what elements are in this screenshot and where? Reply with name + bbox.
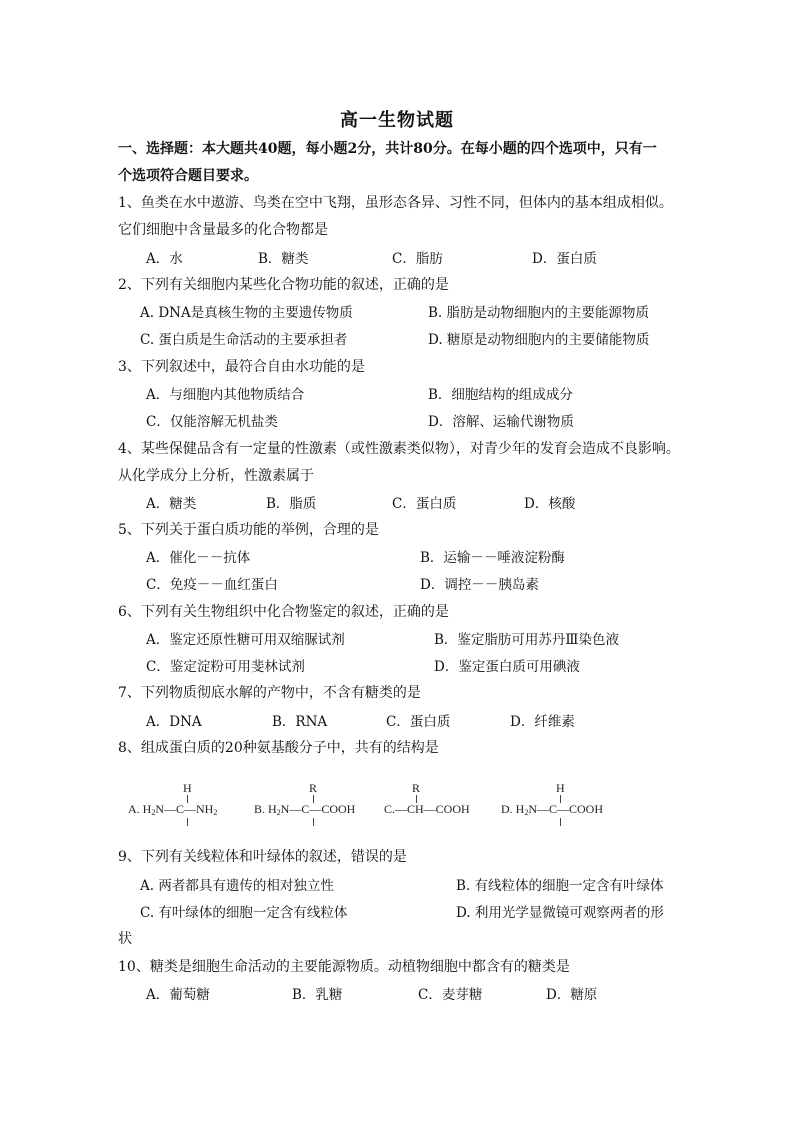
question-7-text: 7、下列物质彻底水解的产物中，不含有糖类的是 [118, 685, 421, 701]
question-4-text-line2: 从化学成分上分析，性激素属于 [118, 468, 314, 484]
question-9-option-b: B. 有线粒体的细胞一定含有叶绿体 [456, 878, 664, 894]
question-4-option-b: B．脂质 [266, 496, 317, 512]
question-4-option-a: A．糖类 [146, 496, 197, 512]
structure-b-bond-bottom [313, 818, 314, 826]
structure-d-bond-bottom [560, 818, 561, 826]
question-9-option-a: A. 两者都具有遗传的相对独立性 [140, 878, 334, 894]
structure-a-bond-bottom [187, 818, 188, 826]
question-9-option-d-continuation: 状 [118, 931, 132, 947]
structure-c-top-atom: R [412, 781, 421, 795]
page-title: 高一生物试题 [340, 110, 454, 131]
question-1-option-b: B．糖类 [258, 251, 309, 267]
question-6-text: 6、下列有关生物组织中化合物鉴定的叙述，正确的是 [118, 604, 449, 620]
question-10-option-d: D．糖原 [546, 987, 598, 1003]
structure-a-formula: A. $H_2N—C—NH_2$ [128, 802, 218, 817]
question-2-option-b: B. 脂肪是动物细胞内的主要能源物质 [428, 305, 650, 321]
question-1-option-c: C．脂肪 [392, 251, 443, 267]
question-5-option-d: D．调控－－胰岛素 [420, 577, 539, 593]
structure-d-top-atom: H [556, 781, 565, 795]
question-5-option-b: B．运输－－唾液淀粉酶 [420, 550, 565, 566]
question-1-option-d: D．蛋白质 [532, 251, 597, 267]
question-3-option-d: D．溶解、运输代谢物质 [428, 414, 574, 430]
question-8-text: 8、组成蛋白质的20种氨基酸分子中，共有的结构是 [118, 740, 439, 756]
question-9-text: 9、下列有关线粒体和叶绿体的叙述，错误的是 [118, 849, 407, 865]
question-4-option-d: D．核酸 [524, 496, 576, 512]
question-3-option-a: A．与细胞内其他物质结合 [146, 387, 305, 403]
question-3-text: 3、下列叙述中，最符合自由水功能的是 [118, 359, 365, 375]
question-9-option-d: D. 利用光学显微镜可观察两者的形 [456, 905, 664, 921]
question-10-option-a: A．葡萄糖 [146, 987, 210, 1003]
structure-c-formula: C.—CH—COOH [384, 802, 470, 816]
question-1-option-a: A．水 [146, 251, 183, 267]
question-7-option-a: A．DNA [146, 714, 202, 730]
question-4-text-line1: 4、某些保健品含有一定量的性激素（或性激素类似物），对青少年的发育会造成不良影响。 [118, 441, 680, 457]
question-2-option-c: C. 蛋白质是生命活动的主要承担者 [140, 332, 348, 348]
question-10-option-b: B．乳糖 [292, 987, 343, 1003]
question-6-option-d: D．鉴定蛋白质可用碘液 [434, 659, 580, 675]
section-heading-line2: 个选项符合题目要求。 [118, 168, 258, 184]
structure-b-formula: B. $H_2N—C—COOH$ [254, 802, 356, 817]
question-5-text: 5、下列关于蛋白质功能的举例，合理的是 [118, 522, 379, 538]
structure-a-top-atom: H [183, 781, 192, 795]
question-2-option-a: A. DNA是真核生物的主要遗传物质 [140, 305, 353, 321]
structure-b-top-atom: R [309, 781, 318, 795]
question-7-option-b: B．RNA [272, 714, 328, 730]
question-1-text-line2: 它们细胞中含量最多的化合物都是 [118, 222, 328, 238]
structure-d-formula: D. $H_2N—C—COOH$ [501, 802, 604, 817]
question-6-option-c: C．鉴定淀粉可用斐林试剂 [146, 659, 305, 675]
question-5-option-c: C．免疫－－血红蛋白 [146, 577, 278, 593]
question-2-option-d: D. 糖原是动物细胞内的主要储能物质 [428, 332, 650, 348]
question-4-option-c: C．蛋白质 [392, 496, 457, 512]
section-heading-line1: 一、选择题：本大题共40题，每小题2分，共计80分。在每小题的四个选项中，只有一 [118, 141, 657, 157]
question-10-text: 10、糖类是细胞生命活动的主要能源物质。动植物细胞中都含有的糖类是 [118, 959, 570, 975]
question-6-option-b: B．鉴定脂肪可用苏丹Ⅲ染色液 [434, 632, 619, 648]
question-7-option-c: C．蛋白质 [386, 714, 451, 730]
question-9-option-c: C. 有叶绿体的细胞一定含有线粒体 [140, 905, 348, 921]
question-3-option-c: C．仅能溶解无机盐类 [146, 414, 278, 430]
question-5-option-a: A．催化－－抗体 [146, 550, 251, 566]
question-7-option-d: D．纤维素 [510, 714, 575, 730]
question-10-option-c: C．麦芽糖 [418, 987, 483, 1003]
question-6-option-a: A．鉴定还原性糖可用双缩脲试剂 [146, 632, 345, 648]
question-2-text: 2、下列有关细胞内某些化合物功能的叙述，正确的是 [118, 277, 449, 293]
question-3-option-b: B．细胞结构的组成成分 [428, 387, 573, 403]
question-1-text-line1: 1、鱼类在水中遨游、鸟类在空中飞翔，虽形态各异、习性不同，但体内的基本组成相似。 [118, 195, 673, 211]
